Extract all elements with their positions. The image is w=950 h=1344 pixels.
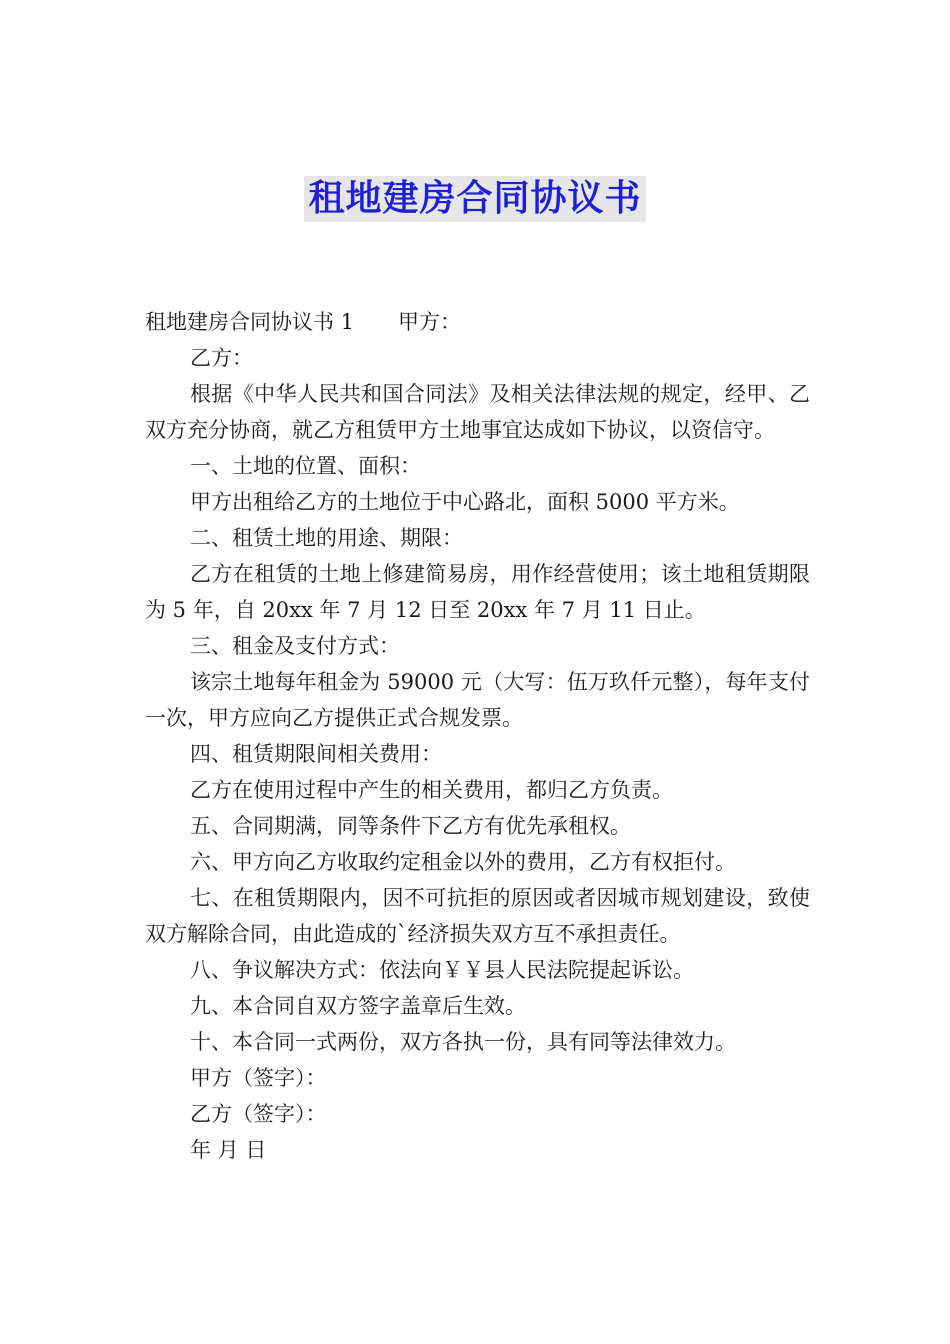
heading-line-right: 甲方： [398, 310, 462, 334]
paragraph-clause-9: 九、本合同自双方签字盖章后生效。 [190, 994, 526, 1018]
paragraph-clause-10: 十、本合同一式两份，双方各执一份，具有同等法律效力。 [190, 1030, 736, 1054]
paragraph-clause-2-heading: 二、租赁土地的用途、期限： [190, 526, 463, 550]
heading-line [145, 304, 810, 340]
heading-line-left: 租地建房合同协议书 1 [145, 310, 355, 334]
paragraph-clause-4-heading: 四、租赁期限间相关费用： [190, 742, 442, 766]
title-wrapper [0, 176, 950, 222]
paragraph-clause-6: 六、甲方向乙方收取约定租金以外的费用，乙方有权拒付。 [190, 850, 736, 874]
document-title: 租地建房合同协议书 [304, 176, 645, 222]
paragraph-clause-2-body: 乙方在租赁的土地上修建简易房，用作经营使用；该土地租赁期限为 5 年，自 20xx 年 7 月 12 日至 20xx 年 7 月 11 日止。 [145, 562, 810, 622]
paragraph-clause-5: 五、合同期满，同等条件下乙方有优先承租权。 [190, 814, 631, 838]
paragraph-preamble: 根据《中华人民共和国合同法》及相关法律法规的规定，经甲、乙双方充分协商，就乙方租赁甲方土地事宜达成如下协议，以资信守。 [145, 382, 810, 442]
paragraph-clause-7: 七、在租赁期限内，因不可抗拒的原因或者因城市规划建设，致使双方解除合同，由此造成的`经济损失双方互不承担责任。 [145, 886, 810, 946]
paragraph-clause-3-heading: 三、租金及支付方式： [190, 634, 400, 658]
signature-date: 年 月 日 [190, 1138, 267, 1162]
paragraph-clause-1-heading: 一、土地的位置、面积： [190, 454, 421, 478]
signature-party-a: 甲方（签字）： [190, 1066, 327, 1090]
paragraph-clause-8: 八、争议解决方式：依法向￥￥县人民法院提起诉讼。 [190, 958, 694, 982]
paragraph-clause-4-body: 乙方在使用过程中产生的相关费用，都归乙方负责。 [190, 778, 673, 802]
paragraph-clause-3-body: 该宗土地每年租金为 59000 元（大写：伍万玖仟元整），每年支付一次，甲方应向乙方提供正式合规发票。 [145, 670, 810, 730]
document-body [145, 304, 810, 1168]
paragraph-clause-1-body: 甲方出租给乙方的土地位于中心路北，面积 5000 平方米。 [190, 490, 740, 514]
paragraph-party-b: 乙方： [190, 346, 253, 370]
signature-party-b: 乙方（签字）： [190, 1102, 327, 1126]
